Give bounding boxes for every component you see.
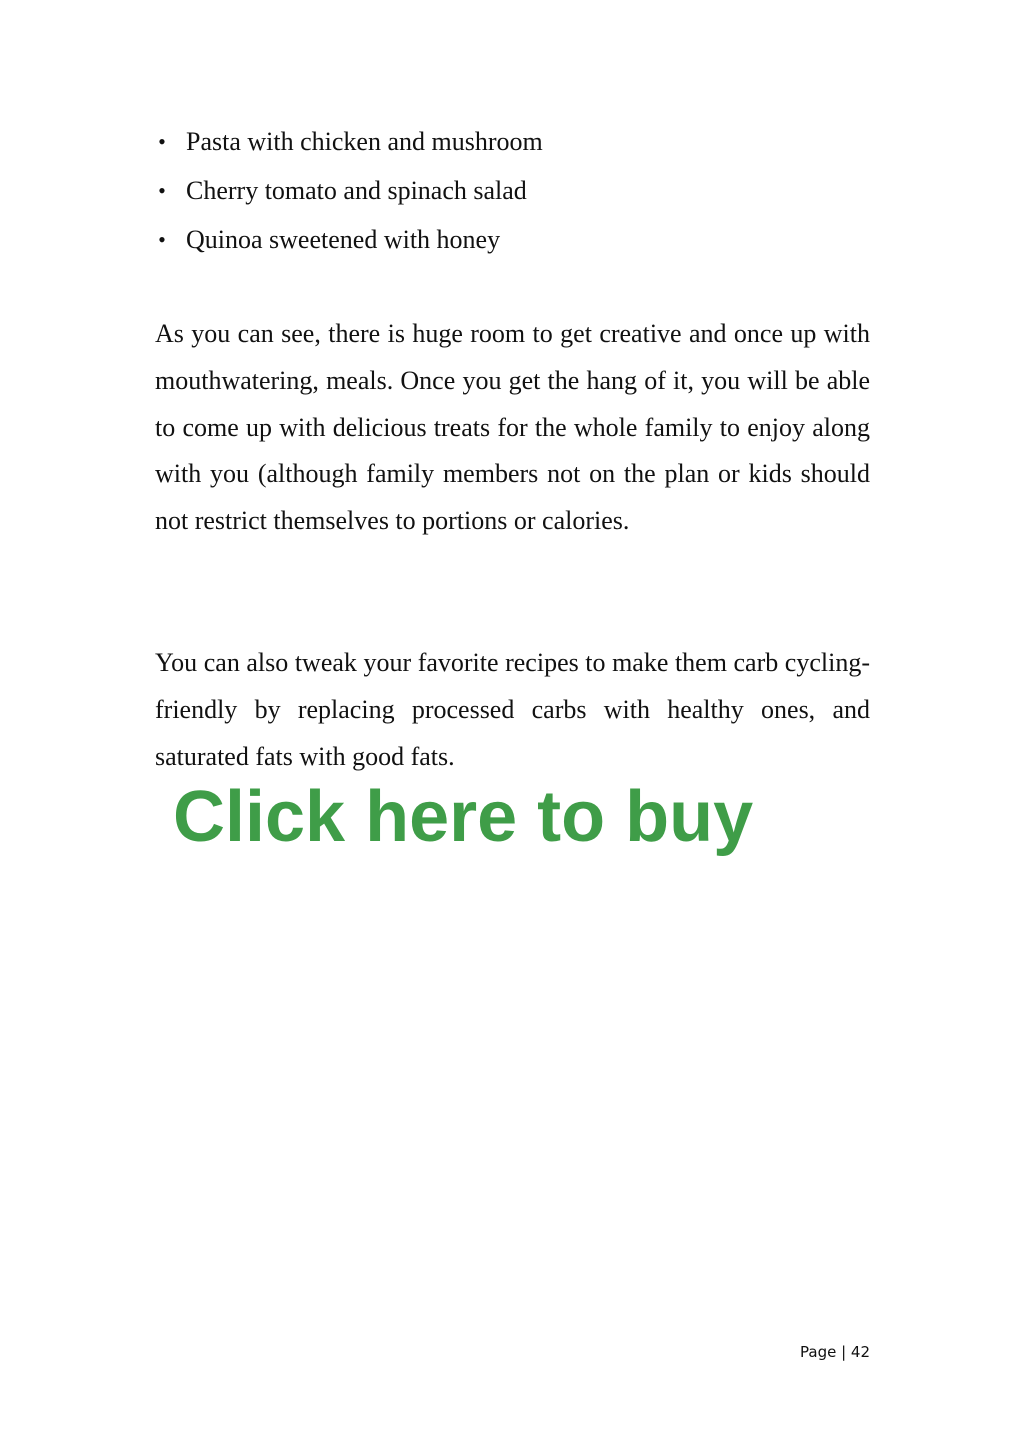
page-number: Page | 42 <box>800 1343 870 1361</box>
list-item-text: Pasta with chicken and mushroom <box>186 127 543 156</box>
bullet-icon: • <box>158 178 166 203</box>
list-item-text: Cherry tomato and spinach salad <box>186 176 527 205</box>
list-item <box>155 171 875 220</box>
bullet-icon: • <box>158 227 166 252</box>
bullet-icon: • <box>158 129 166 154</box>
list-item <box>155 122 875 171</box>
body-paragraph: As you can see, there is huge room to get creative and once up with mouthwatering, meals. Once you get the hang of it, you will be able to come up with delicious treats for the whole family to enjoy along with you (although family members not on the plan or kids should not restrict themselves to portions or calories. <box>155 319 870 536</box>
list-item-text: Quinoa sweetened with honey <box>186 225 501 254</box>
list-item <box>155 220 875 269</box>
food-bullet-list <box>155 122 875 269</box>
body-paragraph: You can also tweak your favorite recipes to make them carb cycling-friendly by replacing processed carbs with healthy ones, and saturated fats with good fats. <box>155 648 870 771</box>
buy-link[interactable]: Click here to buy <box>173 777 754 857</box>
